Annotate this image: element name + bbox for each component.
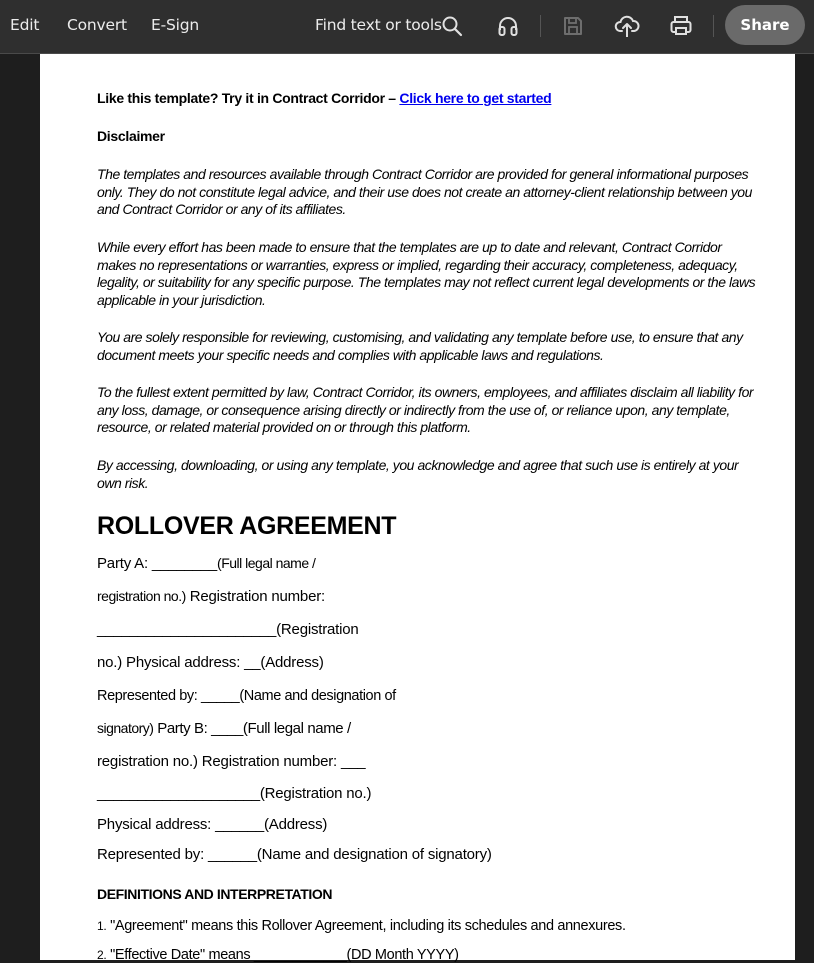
- definition-number: 2.: [97, 948, 107, 962]
- menu-convert[interactable]: Convert: [67, 16, 127, 34]
- menu-esign[interactable]: E-Sign: [151, 16, 199, 34]
- party-line-text: Represented by: _____(Name and designation of: [97, 688, 396, 704]
- headphones-icon[interactable]: [494, 12, 522, 40]
- party-line: [97, 687, 757, 704]
- share-button[interactable]: Share: [725, 5, 805, 45]
- get-started-link[interactable]: Click here to get started: [399, 90, 552, 106]
- toolbar-divider: [540, 15, 541, 37]
- find-text-or-tools-button[interactable]: Find text or tools: [315, 16, 442, 34]
- definition-item: [97, 946, 757, 963]
- disclaimer-paragraph: While every effort has been made to ensure that the templates are up to date and relevant, Contract Corridor makes no representations or warranties, express or implied, regarding their accuracy, completeness, adequacy, legality, or suitability for any specific purpose. The templates may not reflect current legal developments or the laws applicable in your jurisdiction.: [97, 239, 756, 308]
- definitions-heading: DEFINITIONS AND INTERPRETATION: [97, 886, 333, 902]
- top-toolbar: [0, 0, 814, 54]
- party-line: [97, 588, 757, 605]
- party-line-note: signatory): [97, 720, 154, 736]
- party-line: ______________________(Registration: [97, 621, 359, 638]
- party-line: Physical address: ______(Address): [97, 816, 328, 833]
- definition-text: "Agreement" means this Rollover Agreement, including its schedules and annexures.: [106, 918, 626, 934]
- search-icon[interactable]: [438, 12, 466, 40]
- party-line: Represented by: ______(Name and designation of signatory): [97, 846, 492, 863]
- party-line-text: Party B: ____(Full legal name /: [153, 720, 351, 737]
- party-line: [97, 720, 757, 737]
- party-line-text: Registration number:: [185, 588, 325, 605]
- party-line: no.) Physical address: __(Address): [97, 654, 324, 671]
- disclaimer-paragraph: By accessing, downloading, or using any template, you acknowledge and agree that such use is entirely at your own risk.: [97, 457, 739, 491]
- menu-edit[interactable]: Edit: [10, 16, 40, 34]
- disclaimer-paragraph: You are solely responsible for reviewing, customising, and validating any template before use, to ensure that any document meets your specific needs and complies with applicable laws and regulations.: [97, 329, 743, 363]
- party-line-note: registration no.): [97, 588, 186, 604]
- party-line: [97, 555, 757, 572]
- disclaimer-paragraph: To the fullest extent permitted by law, Contract Corridor, its owners, employees, and affiliates disclaim all liability for any loss, damage, or consequence arising directly or indirectly from the use of, or reliance upon, any template, resource, or related material provided on or through this platform.: [97, 384, 754, 436]
- party-line-note: (Full legal name /: [217, 555, 316, 571]
- definition-number: 1.: [97, 919, 107, 933]
- cloud-upload-icon[interactable]: [613, 12, 641, 40]
- disclaimer-paragraph: The templates and resources available through Contract Corridor are provided for general informational purposes only. They do not constitute legal advice, and their use does not create an attorney-client relationship between you and Contract Corridor or any of its affiliates.: [97, 166, 752, 218]
- document-page: [40, 54, 795, 963]
- toolbar-divider: [713, 15, 714, 37]
- agreement-title: ROLLOVER AGREEMENT: [97, 512, 397, 540]
- banner-text: Like this template? Try it in Contract Corridor –: [97, 90, 400, 106]
- party-line: ____________________(Registration no.): [97, 785, 372, 802]
- template-banner: [97, 90, 757, 106]
- definition-item: [97, 917, 757, 934]
- disclaimer-heading: Disclaimer: [97, 128, 165, 144]
- party-line: registration no.) Registration number: ___: [97, 753, 366, 770]
- print-icon[interactable]: [667, 12, 695, 40]
- party-line-text: Party A: ________: [97, 555, 218, 572]
- save-icon[interactable]: [559, 12, 587, 40]
- definition-text: "Effective Date" means ____________(DD Month YYYY): [106, 947, 459, 963]
